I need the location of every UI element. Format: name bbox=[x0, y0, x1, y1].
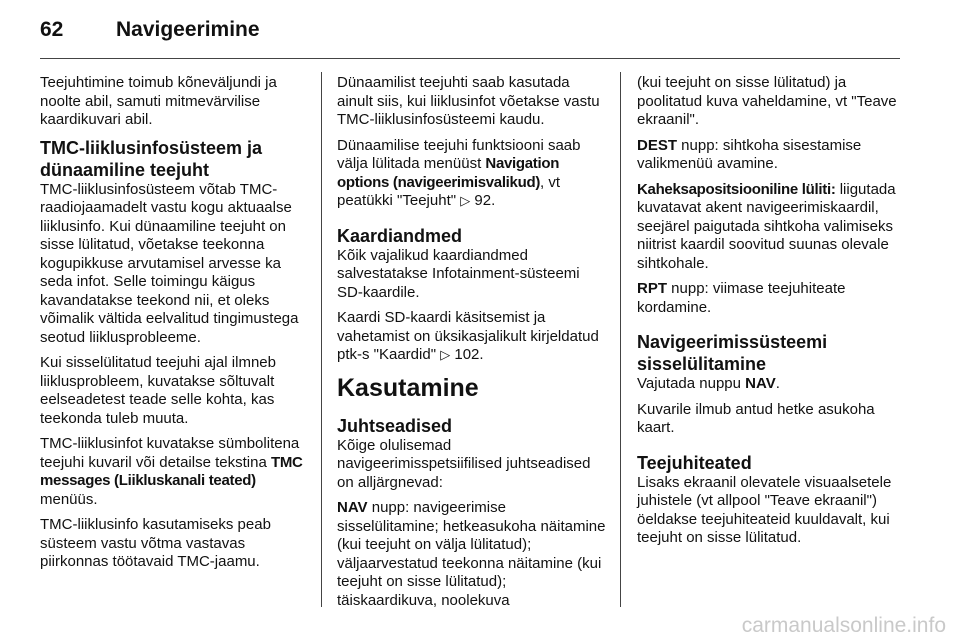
paragraph: Kui sisselülitatud teejuhi ajal ilmneb liiklusprobleem, kuvatakse sõltuvalt eelseadetest teade selle kohta, kas teekonda tuleb muuta. bbox=[40, 354, 276, 427]
page-ref-icon: ▷ bbox=[460, 193, 471, 208]
button-name: NAV bbox=[745, 375, 776, 392]
paragraph: Lisaks ekraanil olevatele visuaalsetele juhistele (vt allpool "Teave ekraanil") öeldakse teejuhiteateid kuuldavalt, kui teejuht on sisse lülitatud. bbox=[637, 473, 892, 546]
page-ref-icon: ▷ bbox=[440, 347, 451, 362]
paragraph: Kõik vajalikud kaardiandmed salvestatakse Infotainment-süsteemi SD-kaardile. bbox=[337, 246, 580, 301]
section-heading-tmc: TMC-liiklusinfosüsteem ja dünaamiline teejuht bbox=[40, 137, 263, 180]
button-name: DEST bbox=[637, 136, 678, 154]
page-header bbox=[40, 18, 900, 54]
section-heading-sisselulitamine: Navigeerimissüsteemi sisselülitamine bbox=[637, 332, 828, 374]
paragraph: DEST nupp: sihtkoha sisestamise valikmenüü avamine. bbox=[637, 136, 862, 172]
section-heading-juhtseadised: Juhtseadised bbox=[337, 415, 453, 436]
page-number: 62 bbox=[40, 18, 64, 41]
section-heading-teejuhiteated: Teejuhiteated bbox=[637, 452, 752, 473]
paragraph: Teejuhtimine toimub kõneväljundi ja noolte abil, samuti mitmevärvilise kaardikuvari abil. bbox=[40, 74, 277, 128]
control-name: Kaheksapositsiooniline lüliti: bbox=[637, 180, 836, 198]
column-divider bbox=[321, 72, 322, 607]
column-divider bbox=[620, 72, 621, 607]
column-3 bbox=[637, 74, 907, 555]
paragraph: Kõige olulisemad navigeerimisspetsiifilised juhtseadised on alljärgnevad: bbox=[337, 436, 591, 491]
column-2 bbox=[337, 74, 607, 617]
paragraph: TMC-liiklusinfo kasutamiseks peab süsteem vastu võtma vastavas piirkonnas töötavaid TMC-jaamu. bbox=[40, 516, 271, 570]
header-divider bbox=[40, 58, 900, 59]
section-heading-kaardiandmed: Kaardiandmed bbox=[337, 225, 463, 246]
paragraph: (kui teejuht on sisse lülitatud) ja poolitatud kuva vaheldamine, vt "Teave ekraanil". bbox=[637, 74, 897, 128]
watermark: carmanualsonline.info bbox=[741, 614, 946, 637]
paragraph: Dünaamilise teejuhi funktsiooni saab välja lülitada menüüst Navigation options (navigeerimisvalikud), vt peatükki "Teejuht" ▷ 92. bbox=[337, 136, 581, 209]
paragraph: RPT nupp: viimase teejuhiteate kordamine. bbox=[637, 280, 846, 316]
paragraph: Vajutada nuppu NAV. bbox=[637, 375, 780, 392]
menu-name: TMC messages (Liikluskanali teated) bbox=[40, 453, 303, 489]
paragraph: TMC-liiklusinfot kuvatakse sümbolitena teejuhi kuvaril või detailse tekstina TMC messages (Liikluskanali teated) menüüs. bbox=[40, 435, 303, 508]
paragraph: Dünaamilist teejuhti saab kasutada ainult siis, kui liiklusinfot võetakse vastu TMC-liiklusinfosüsteemi kaudu. bbox=[337, 74, 600, 128]
paragraph: NAV nupp: navigeerimise sisselülitamine; hetkeasukoha näitamine (kui teejuht on välja lülitatud); väljaarvestatud teekonna näitamine (kui teejuht on sisse lülitatud); täiskaardikuva, noolekuva bbox=[337, 499, 606, 609]
button-name: RPT bbox=[637, 280, 667, 297]
menu-name: Navigation options (navigeerimisvalikud) bbox=[337, 155, 560, 191]
paragraph: Kaheksapositsiooniline lüliti: liigutada kuvatavat akent navigeerimiskaardil, seejärel paigutada sihtkoha valimiseks niitrist kaardil soovitud suunas olevale sihtkohale. bbox=[637, 180, 896, 272]
column-1 bbox=[40, 74, 315, 579]
chapter-heading-kasutamine: Kasutamine bbox=[337, 373, 479, 402]
paragraph: Kaardi SD-kaardi käsitsemist ja vahetamist on üksikasjalikult kirjeldatud ptk-s "Kaardid" ▷ 102. bbox=[337, 309, 599, 363]
chapter-title: Navigeerimine bbox=[116, 18, 260, 41]
button-name: NAV bbox=[337, 499, 368, 516]
paragraph: TMC-liiklusinfosüsteem võtab TMC-raadiojaamadelt vastu kogu aktuaalse liiklusinfo. Kui dünaamiline teejuht on sisse lülitatud, võetakse teekonna kogupikkuse arvutamisel arvesse ka seda infot. Selle toimingu käigus kavandatakse teekond nii, et oleks võimalik vältida eelvalitud tingimustega seotud liiklusprobleeme. bbox=[40, 180, 299, 346]
paragraph: Kuvarile ilmub antud hetke asukoha kaart. bbox=[637, 400, 875, 436]
